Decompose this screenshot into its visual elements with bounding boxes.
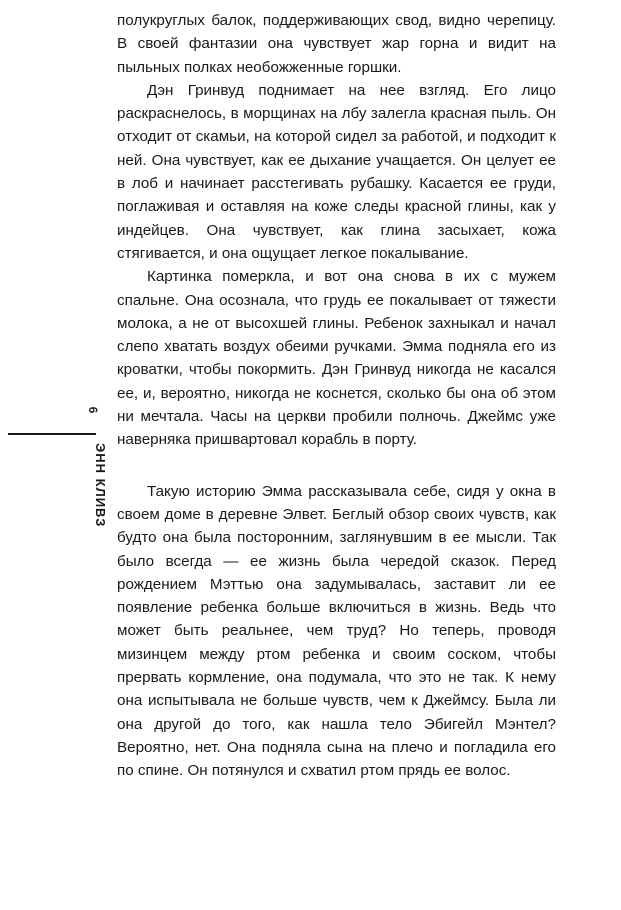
paragraph-1: полукруглых балок, поддерживающих свод, видно черепицу. В своей фантазии она чувствует жар горна и видит на пыльных полках необожженные горшки. — [117, 12, 556, 76]
running-head-rule — [8, 433, 96, 435]
paragraph-4: Такую историю Эмма рассказывала себе, сидя у окна в своем доме в деревне Элвет. Беглый обзор своих чувств, как будто она была посторонним, заглянувшим в ее мысли. Так было всегда — ее жизнь была чередой сказок. Перед рождением Мэттью она задумывалась, заставит ли ее появление ребенка больше включиться в жизнь. Ведь что может быть реальнее, чем труд? Но теперь, проводя мизинцем между ртом ребенка и своим соском, чтобы прервать кормление, она подумала, что это не так. К нему она испытывала не больше чувств, чем к Джеймсу. Была ли она другой до того, как нашла тело Эбигейл Мэнтел? Вероятно, нет. Она подняла сына на плечо и погладила его по спине. Он потянулся и схватил ртом прядь ее волос. — [117, 482, 556, 780]
paragraph-3: Картинка померкла, и вот она снова в их с мужем спальне. Она осознала, что грудь ее покалывает от тяжести молока, а не от высохшей глины. Ребенок захныкал и начал слепо хватать воздух обеими ручками. Эмма подняла его из кроватки, чтобы покормить. Дэн Гринвуд никогда не касался ее, и, вероятно, никогда не коснется, сколько бы она об этом ни мечтала. Часы на церкви пробили полночь. Джеймс уже наверняка пришвартовал корабль в порту. — [117, 268, 556, 449]
paragraph-2: Дэн Гринвуд поднимает на нее взгляд. Его лицо раскраснелось, в морщинах на лбу залегла красная пыль. Он отходит от скамьи, на которой сидел за работой, и подходит к ней. Она чувствует, как ее дыхание учащается. Он целует ее в лоб и начинает расстегивать рубашку. Касается ее груди, поглаживая и оставляя на коже следы красной глины, как у индейцев. Она чувствует, как глина засыхает, кожа стягивается, и она ощущает легкое покалывание. — [117, 81, 556, 262]
section-break — [117, 452, 556, 480]
running-head-author: ЭНН КЛИВЗ — [93, 443, 108, 528]
body-text — [117, 9, 556, 783]
page-number: 6 — [86, 406, 100, 414]
